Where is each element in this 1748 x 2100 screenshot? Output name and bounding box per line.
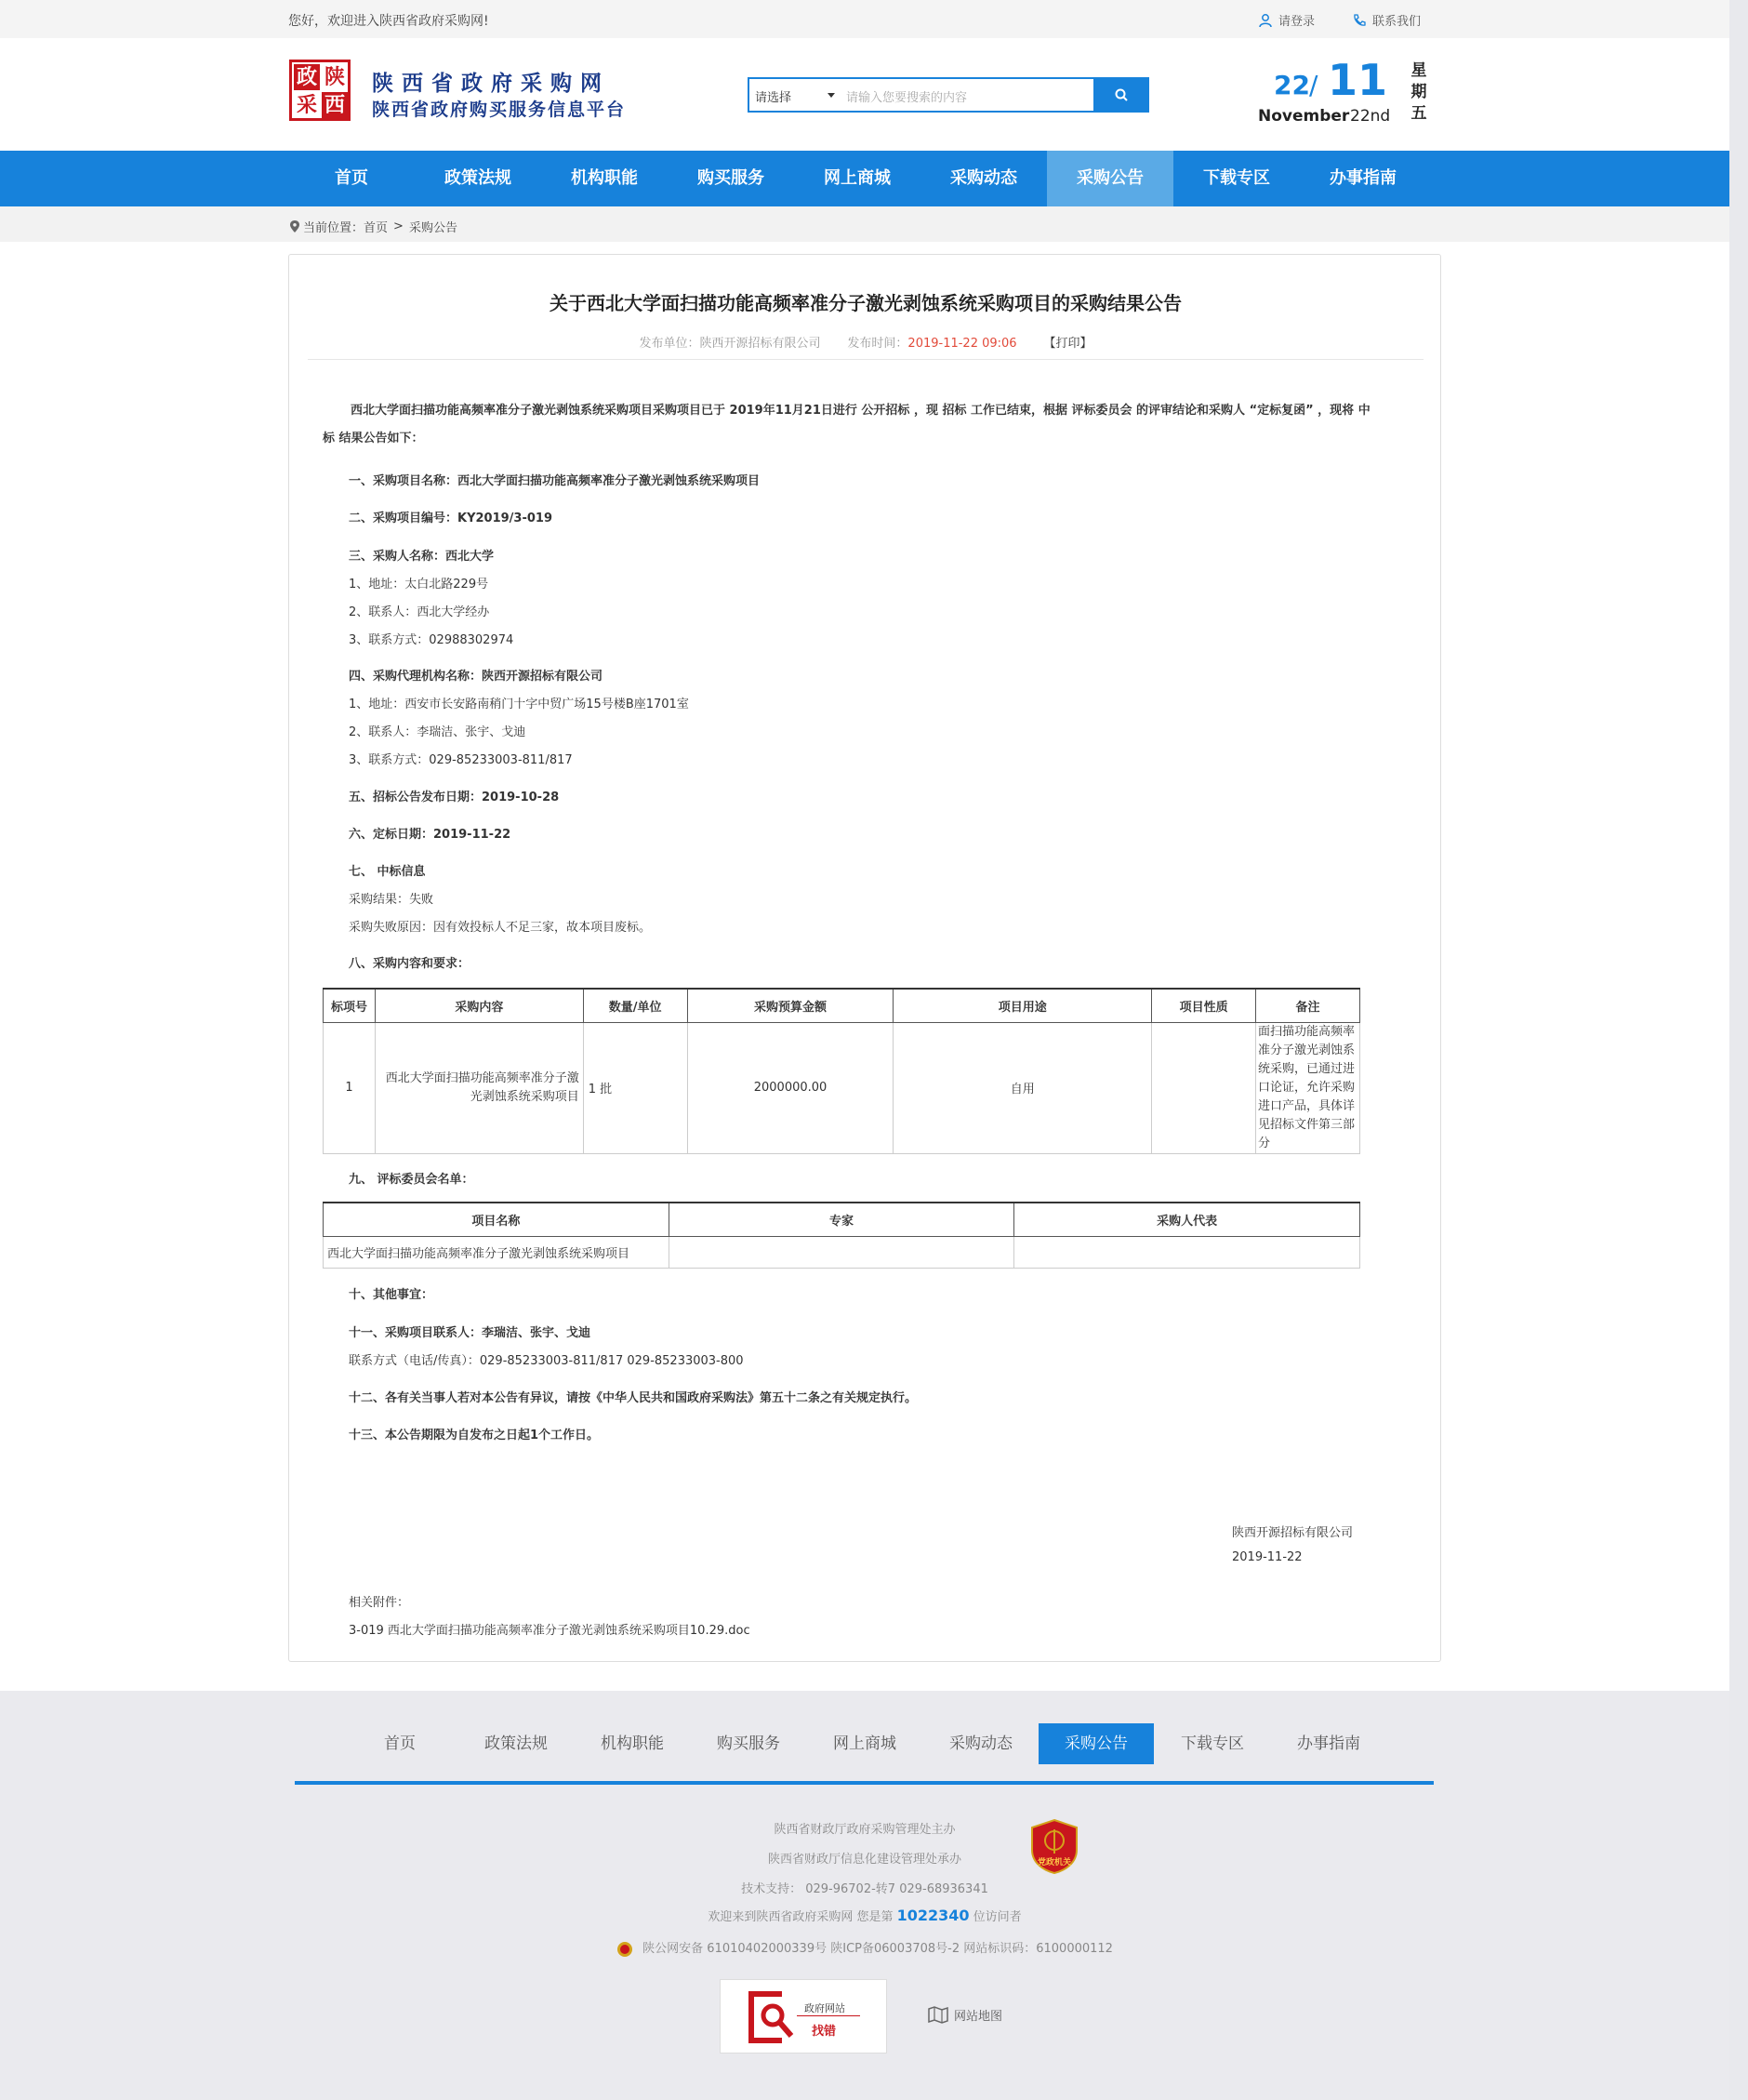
table-header: 项目用途 <box>894 989 1152 1022</box>
nav-item-purchase-services[interactable]: 购买服务 <box>697 168 764 188</box>
section-4: 四、采购代理机构名称：陕西开源招标有限公司 <box>349 670 603 684</box>
table-header: 采购内容 <box>375 989 583 1022</box>
table-cell <box>669 1236 1014 1268</box>
footer-nav-home[interactable]: 首页 <box>384 1734 416 1753</box>
visit-count: 1022340 <box>896 1907 970 1924</box>
table-cell: 1 批 <box>583 1022 687 1153</box>
date-day: 22 <box>1274 70 1310 100</box>
section-3-phone: 3、联系方式：02988302974 <box>349 633 514 647</box>
table-cell: 自用 <box>894 1022 1152 1153</box>
police-emblem-icon <box>616 1941 633 1958</box>
table-row <box>324 1022 1360 1153</box>
table-header-row <box>324 1203 1360 1236</box>
publish-unit: 发布单位：陕西开源招标有限公司 <box>639 337 821 351</box>
footer-nav-downloads[interactable]: 下载专区 <box>1181 1734 1244 1753</box>
section-11: 十一、采购项目联系人：李瑞洁、张宇、戈迪 <box>349 1326 591 1340</box>
icp-text: 陕公网安备 61010402000339号 陕ICP备06003708号-2 网站标识码：6100000112 <box>642 1942 1113 1956</box>
sign-date: 2019-11-22 <box>1232 1550 1303 1564</box>
table-cell <box>1152 1022 1256 1153</box>
footer-divider <box>295 1781 1434 1785</box>
error-report-bottom: 找错 <box>812 2025 837 2039</box>
site-header <box>0 38 1729 151</box>
committee-table <box>323 1202 1360 1269</box>
section-5: 五、招标公告发布日期：2019-10-28 <box>349 791 560 804</box>
breadcrumb-home[interactable]: 首页 <box>364 221 389 235</box>
table-header: 专家 <box>669 1203 1014 1236</box>
magnifier-error-icon <box>745 1987 801 2047</box>
logo-char: 西 <box>322 92 348 118</box>
sitemap-label: 网站地图 <box>954 2009 1003 2024</box>
sign-organization: 陕西开源招标有限公司 <box>1232 1526 1354 1540</box>
section-9: 九、 评标委员会名单： <box>349 1173 474 1187</box>
search-category-select[interactable]: 请选择 <box>755 91 792 105</box>
table-header: 采购人代表 <box>1014 1203 1360 1236</box>
footer-nav-policy[interactable]: 政策法规 <box>484 1734 548 1753</box>
site-logo[interactable] <box>289 60 351 121</box>
footer-icp <box>0 1938 1729 1958</box>
nav-item-home[interactable]: 首页 <box>335 168 368 188</box>
table-cell: 西北大学面扫描功能高频率准分子激光剥蚀系统采购项目 <box>375 1022 583 1153</box>
attachment-label: 相关附件： <box>349 1596 410 1610</box>
nav-item-institutions[interactable]: 机构职能 <box>571 168 638 188</box>
nav-item-downloads[interactable]: 下载专区 <box>1203 168 1270 188</box>
login-label: 请登录 <box>1278 15 1316 29</box>
article-intro: 西北大学面扫描功能高频率准分子激光剥蚀系统采购项目采购项目已于 2019年11月21日进行 公开招标 ，现 招标 工作已结束，根据 评标委员会 的评审结论和采购人 “定标复函” ，现将 中标 结果公告如下： <box>323 404 1371 445</box>
breadcrumb-label: 当前位置： <box>303 221 364 235</box>
breadcrumb-bar <box>0 206 1729 242</box>
table-cell: 1 <box>324 1022 376 1153</box>
footer-nav <box>0 1723 1729 1764</box>
search-icon <box>1114 87 1129 102</box>
procurement-content-table <box>323 988 1360 1154</box>
contact-link[interactable] <box>1352 11 1421 29</box>
section-4-phone: 3、联系方式：029-85233003-811/817 <box>349 753 573 767</box>
publish-time: 2019-11-22 09:06 <box>907 337 1017 351</box>
breadcrumb-separator: > <box>393 219 404 233</box>
weekday-char: 五 <box>1410 104 1427 123</box>
section-11-phone: 联系方式（电话/传真）：029-85233003-811/817 029-85233003-800 <box>349 1354 744 1368</box>
nav-item-procurement-notices[interactable]: 采购公告 <box>1047 151 1173 206</box>
date-month: 11 <box>1328 55 1388 105</box>
footer-nav-procurement-news[interactable]: 采购动态 <box>949 1734 1013 1753</box>
table-cell <box>1014 1236 1360 1268</box>
site-footer <box>0 1691 1729 2100</box>
sitemap-link[interactable] <box>928 2005 1002 2024</box>
map-icon <box>928 2005 948 2024</box>
nav-item-policy[interactable]: 政策法规 <box>444 168 511 188</box>
logo-char: 政 <box>294 64 320 90</box>
breadcrumb-current: 采购公告 <box>408 221 457 235</box>
table-header: 采购预算金额 <box>687 989 894 1022</box>
print-link[interactable]: 【打印】 <box>1043 337 1092 351</box>
search-box <box>748 77 1149 113</box>
table-cell: 面扫描功能高频率准分子激光剥蚀系统采购，已通过进口论证，允许采购进口产品，具体详见招标文件第三部分 <box>1256 1022 1360 1153</box>
footer-nav-institutions[interactable]: 机构职能 <box>601 1734 664 1753</box>
error-report-top: 政府网站 <box>804 2002 845 2014</box>
article-card <box>288 254 1441 1662</box>
party-gov-badge[interactable] <box>1030 1818 1079 1874</box>
section-3: 三、采购人名称：西北大学 <box>349 550 495 564</box>
search-button[interactable] <box>1093 77 1149 113</box>
footer-sponsor: 陕西省财政厅政府采购管理处主办 <box>774 1823 956 1837</box>
user-icon <box>1258 13 1273 28</box>
section-7-reason: 采购失败原因：因有效投标人不足三家，故本项目废标。 <box>349 921 652 935</box>
login-link[interactable] <box>1258 11 1315 29</box>
section-4-contact: 2、联系人：李瑞洁、张宇、戈迪 <box>349 725 526 739</box>
section-7-result: 采购结果：失败 <box>349 893 434 907</box>
footer-nav-procurement-notices[interactable]: 采购公告 <box>1039 1723 1154 1764</box>
date-month-en: November <box>1258 107 1350 126</box>
footer-visit-counter <box>0 1907 1729 1924</box>
date-weekday <box>1410 60 1428 125</box>
article-meta <box>289 333 1442 351</box>
section-1: 一、采购项目名称：西北大学面扫描功能高频率准分子激光剥蚀系统采购项目 <box>349 474 761 488</box>
table-cell: 2000000.00 <box>687 1022 894 1153</box>
section-12: 十二、各有关当事人若对本公告有异议，请按《中华人民共和国政府采购法》第五十二条之有关规定执行。 <box>349 1391 918 1405</box>
top-bar <box>0 0 1729 38</box>
section-6: 六、定标日期：2019-11-22 <box>349 828 511 842</box>
section-3-contact: 2、联系人：西北大学经办 <box>349 605 490 619</box>
article-title: 关于西北大学面扫描功能高频率准分子激光剥蚀系统采购项目的采购结果公告 <box>550 292 1182 314</box>
weekday-char: 期 <box>1410 83 1427 101</box>
badge-text: 党政机关 <box>1037 1858 1071 1867</box>
table-header: 数量/单位 <box>583 989 687 1022</box>
footer-organizer: 陕西省财政厅信息化建设管理处承办 <box>767 1853 961 1867</box>
table-header-row <box>324 989 1360 1022</box>
phone-icon <box>1352 13 1367 28</box>
caret-down-icon[interactable] <box>828 93 835 98</box>
table-row <box>324 1236 1360 1268</box>
page-right-gutter <box>1729 0 1748 2100</box>
section-10: 十、其他事宜： <box>349 1288 434 1302</box>
footer-nav-online-mall[interactable]: 网上商城 <box>833 1734 896 1753</box>
location-pin-icon <box>290 220 299 233</box>
section-4-address: 1、地址：西安市长安路南稍门十字中贸广场15号楼B座1701室 <box>349 698 689 711</box>
nav-item-procurement-news[interactable]: 采购动态 <box>950 168 1017 188</box>
footer-nav-guide[interactable]: 办事指南 <box>1297 1734 1360 1753</box>
section-7: 七、 中标信息 <box>349 865 426 879</box>
breadcrumb <box>290 218 463 235</box>
title-divider <box>308 359 1424 360</box>
attachment-link[interactable]: 3-019 西北大学面扫描功能高频率准分子激光剥蚀系统采购项目10.29.doc <box>349 1624 750 1638</box>
section-8: 八、采购内容和要求： <box>349 957 470 971</box>
site-title: 陕西省政府采购网 <box>372 72 610 96</box>
gov-site-error-report[interactable] <box>720 1979 887 2053</box>
main-nav <box>0 151 1729 206</box>
nav-item-online-mall[interactable]: 网上商城 <box>824 168 891 188</box>
date-slash: / <box>1309 70 1318 100</box>
logo-char: 陕 <box>324 65 345 89</box>
search-input[interactable]: 请输入您要搜索的内容 <box>846 91 968 105</box>
table-header: 标项号 <box>324 989 376 1022</box>
table-cell: 西北大学面扫描功能高频率准分子激光剥蚀系统采购项目 <box>324 1236 669 1268</box>
visit-suffix: 位访问者 <box>973 1910 1022 1924</box>
section-13: 十三、本公告期限为自发布之日起1个工作日。 <box>349 1429 600 1442</box>
publish-time-label: 发布时间： <box>847 337 908 351</box>
contact-label: 联系我们 <box>1372 15 1422 29</box>
error-report-divider <box>797 2015 860 2016</box>
table-header: 项目名称 <box>324 1203 669 1236</box>
date-day-en: 22nd <box>1350 107 1391 126</box>
site-subtitle: 陕西省政府购买服务信息平台 <box>372 100 627 120</box>
nav-item-guide[interactable]: 办事指南 <box>1330 168 1397 188</box>
weekday-char: 星 <box>1410 61 1427 80</box>
visit-prefix: 欢迎来到陕西省政府采购网 您是第 <box>708 1910 894 1924</box>
section-2: 二、采购项目编号：KY2019/3-019 <box>349 512 552 525</box>
section-3-address: 1、地址：太白北路229号 <box>349 578 489 591</box>
logo-char: 采 <box>296 93 317 117</box>
footer-tech-support: 技术支持： 029-96702-转7 029-68936341 <box>741 1882 988 1896</box>
table-header: 备注 <box>1256 989 1360 1022</box>
footer-nav-purchase-services[interactable]: 购买服务 <box>717 1734 780 1753</box>
table-header: 项目性质 <box>1152 989 1256 1022</box>
welcome-text: 您好，欢迎进入陕西省政府采购网! <box>288 14 489 29</box>
